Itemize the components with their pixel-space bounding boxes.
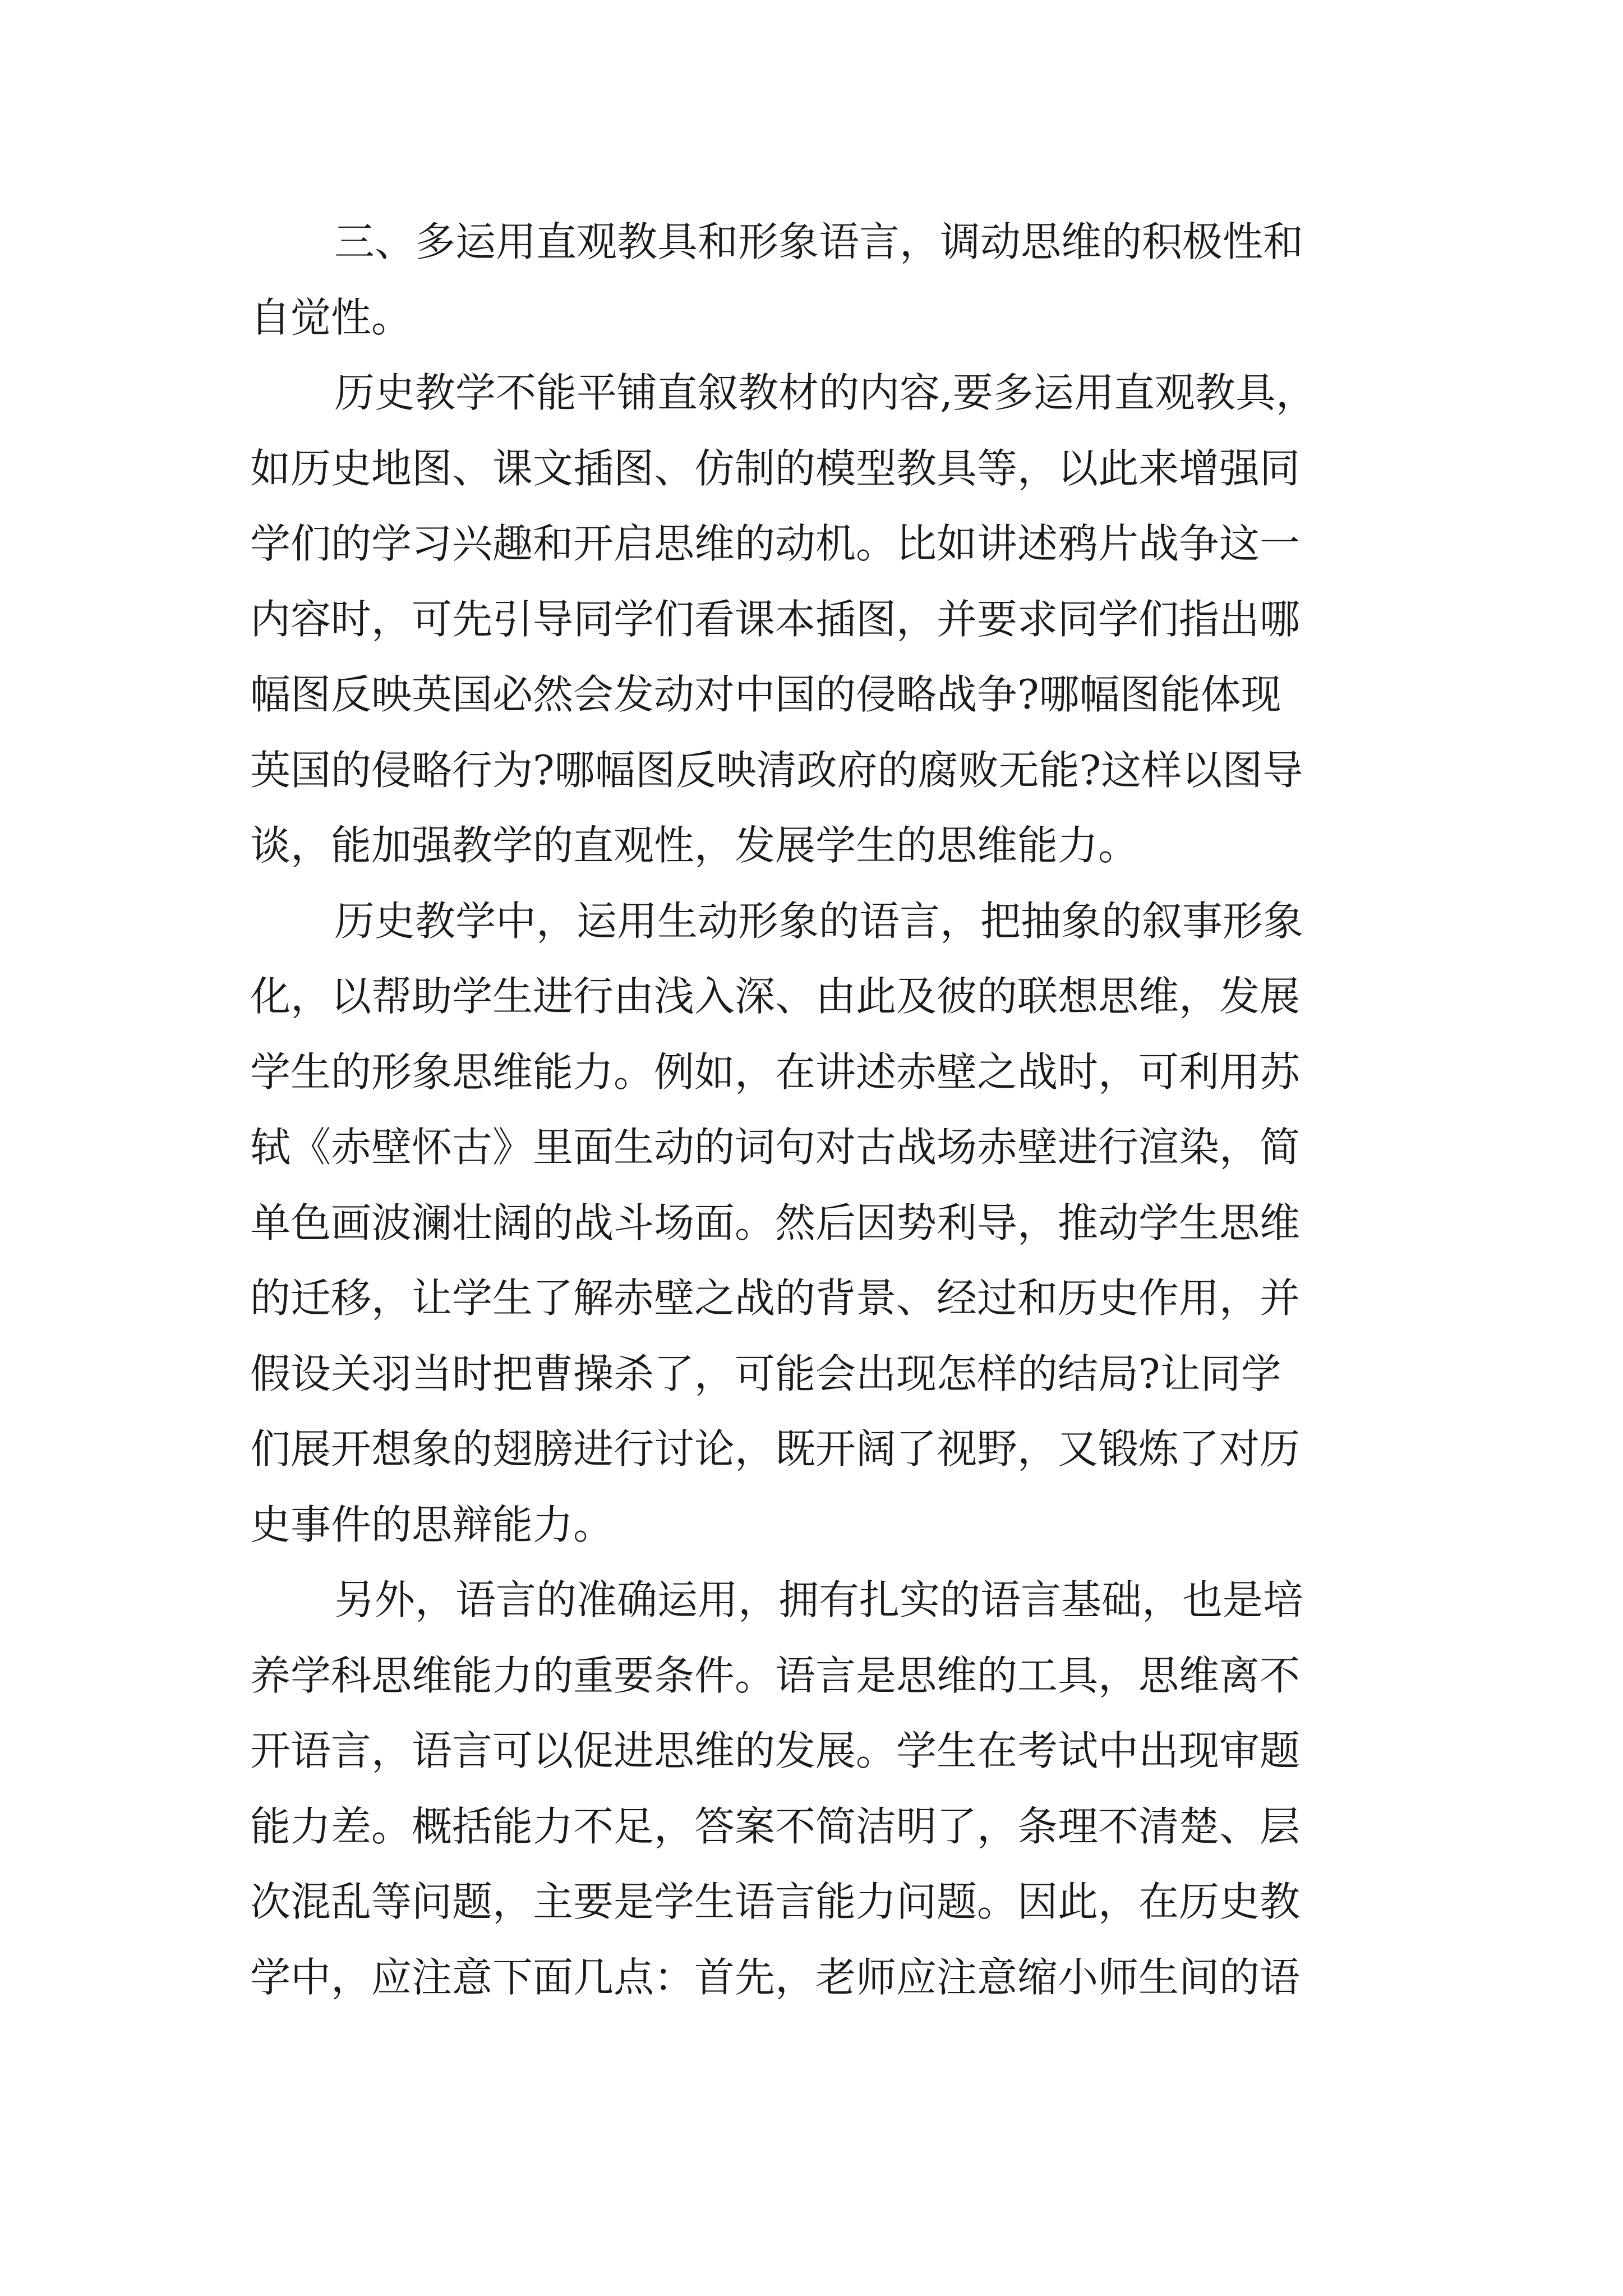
paragraph-1-line-7: 谈，能加强教学的直观性，发展学生的思维能力。: [250, 822, 1139, 869]
paragraph-1-line-3: 学们的学习兴趣和开启思维的动机。比如讲述鸦片战争这一: [250, 520, 1301, 567]
paragraph-3-line-4: 能力差。概括能力不足，答案不简洁明了，条理不清楚、层: [250, 1803, 1301, 1850]
paragraph-3-line-2: 养学科思维能力的重要条件。语言是思维的工具，思维离不: [250, 1652, 1301, 1699]
paragraph-1-line-4: 内容时，可先引导同学们看课本插图，并要求同学们指出哪: [250, 596, 1301, 643]
paragraph-2-line-8: 们展开想象的翅膀进行讨论，既开阔了视野，又锻炼了对历: [250, 1425, 1301, 1473]
paragraph-2-line-3: 学生的形象思维能力。例如，在讲述赤壁之战时，可利用苏: [250, 1048, 1301, 1096]
paragraph-2-line-4: 轼《赤壁怀古》里面生动的词句对古战场赤壁进行渲染，简: [250, 1124, 1301, 1171]
section-heading-line-2: 自觉性。: [250, 294, 412, 341]
paragraph-2-line-1: 历史教学中，运用生动形象的语言，把抽象的叙事形象: [334, 898, 1304, 945]
paragraph-3-line-6: 学中，应注意下面几点：首先，老师应注意缩小师生间的语: [250, 1954, 1301, 2001]
paragraph-2-line-7: 假设关羽当时把曹操杀了，可能会出现怎样的结局?让同学: [250, 1350, 1281, 1397]
paragraph-3-line-5: 次混乱等问题，主要是学生语言能力问题。因此，在历史教: [250, 1878, 1301, 1925]
paragraph-1-line-5: 幅图反映英国必然会发动对中国的侵略战争?哪幅图能体现: [250, 671, 1281, 718]
paragraph-3-line-1: 另外，语言的准确运用，拥有扎实的语言基础，也是培: [334, 1576, 1304, 1623]
paragraph-3-line-3: 开语言，语言可以促进思维的发展。学生在考试中出现审题: [250, 1727, 1301, 1774]
paragraph-1-line-2: 如历史地图、课文插图、仿制的模型教具等，以此来增强同: [250, 445, 1301, 492]
paragraph-2-line-6: 的迁移，让学生了解赤壁之战的背景、经过和历史作用，并: [250, 1274, 1301, 1322]
paragraph-2-line-2: 化，以帮助学生进行由浅入深、由此及彼的联想思维，发展: [250, 973, 1301, 1020]
paragraph-1-line-1: 历史教学不能平铺直叙教材的内容,要多运用直观教具，: [334, 369, 1316, 416]
paragraph-2-line-5: 单色画波澜壮阔的战斗场面。然后因势利导，推动学生思维: [250, 1199, 1301, 1246]
paragraph-2-line-9: 史事件的思辩能力。: [250, 1501, 614, 1548]
section-heading-line-1: 三、多运用直观教具和形象语言，调动思维的积极性和: [334, 218, 1304, 265]
paragraph-1-line-6: 英国的侵略行为?哪幅图反映清政府的腐败无能?这样以图导: [250, 747, 1303, 794]
